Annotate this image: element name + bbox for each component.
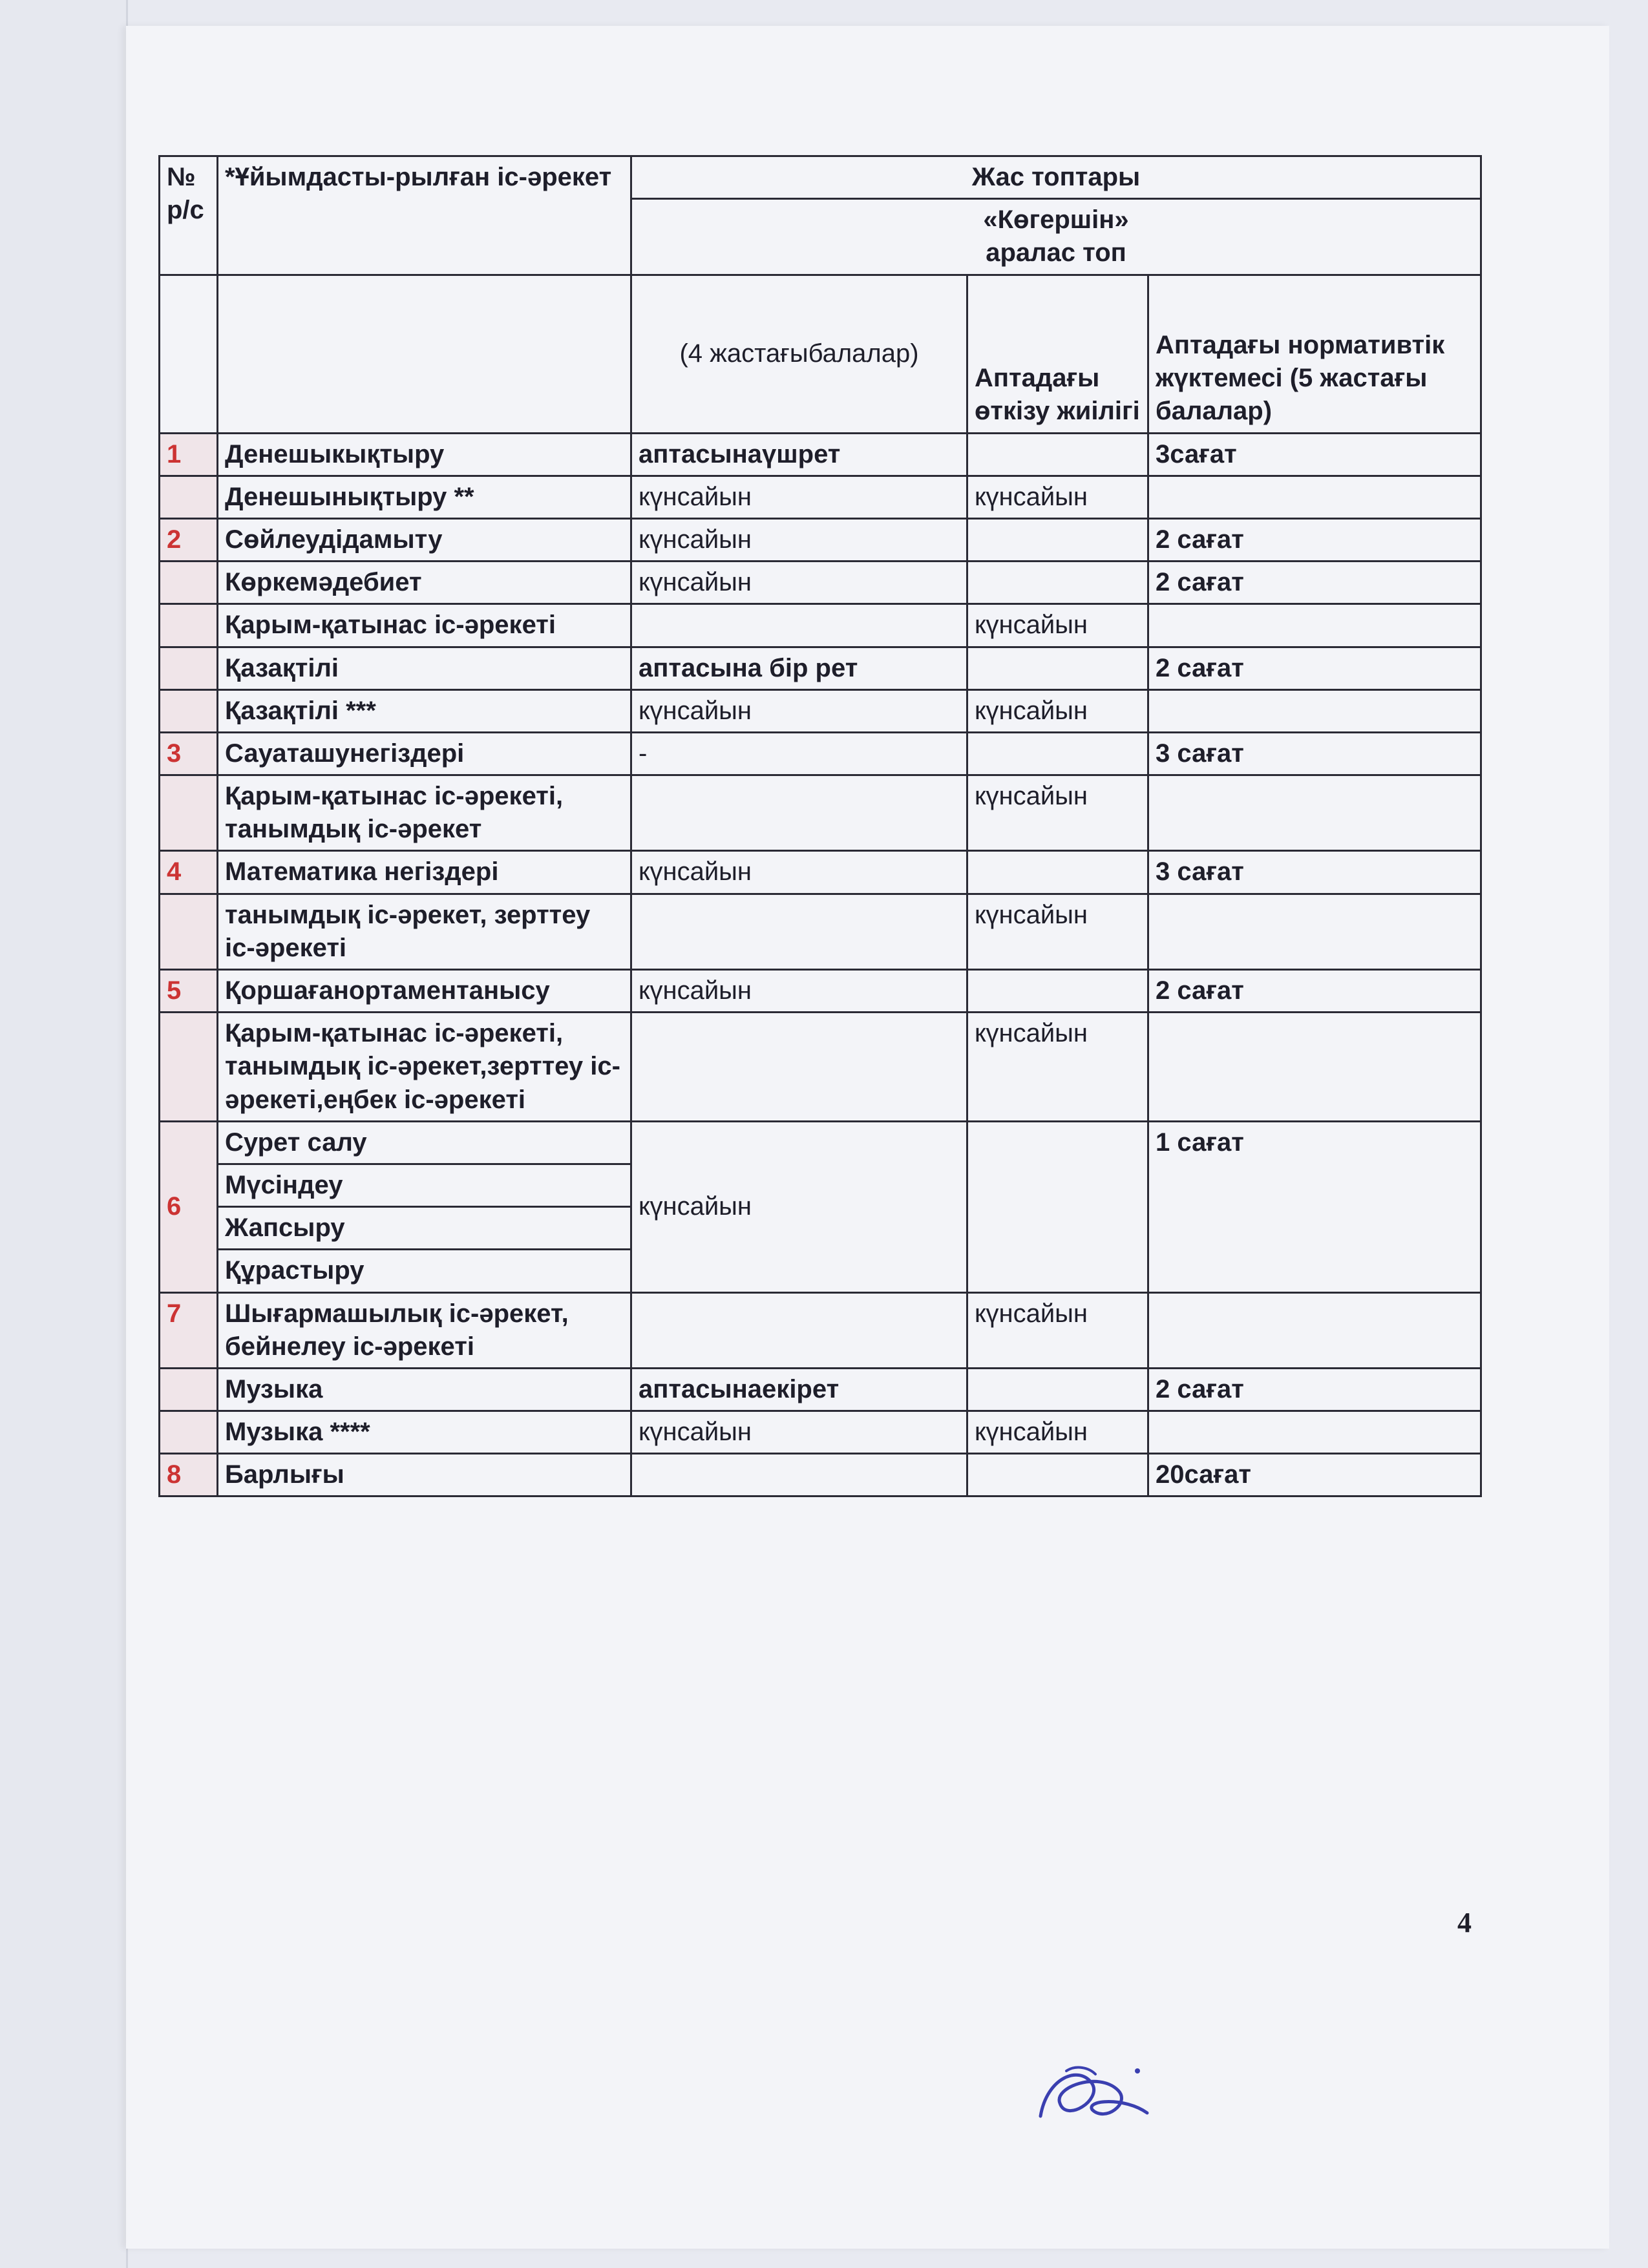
table-row <box>160 970 1481 1013</box>
row-norm <box>1148 604 1481 647</box>
row-freq: күнсайын <box>967 1013 1148 1122</box>
row-activity: Қарым-қатынас іс-әрекеті <box>218 604 631 647</box>
row-norm: 2 сағат <box>1148 562 1481 604</box>
row-num <box>160 476 218 518</box>
table-row <box>160 851 1481 894</box>
header-blank-num <box>160 275 218 433</box>
row-num: 2 <box>160 518 218 561</box>
header-activity: *Ұйымдасты-рылған іс-әрекет <box>218 156 631 275</box>
row-norm <box>1148 1411 1481 1454</box>
row-num: 8 <box>160 1454 218 1496</box>
row-freq <box>967 433 1148 476</box>
row-freq: күнсайын <box>967 775 1148 851</box>
header-group-name: «Көгершін» <box>983 205 1129 235</box>
table-row <box>160 476 1481 518</box>
signature-icon <box>1028 2052 1157 2142</box>
row-activity: Шығармашылық іс-әрекет, бейнелеу іс-әрекеті <box>218 1292 631 1368</box>
row-activity: Барлығы <box>218 1454 631 1496</box>
row-activity: Көркемәдебиет <box>218 562 631 604</box>
row-4yr: күнсайын <box>631 689 967 732</box>
row-norm: 3сағат <box>1148 433 1481 476</box>
row-freq: күнсайын <box>967 1411 1148 1454</box>
row-4yr: күнсайын <box>631 562 967 604</box>
row-num <box>160 775 218 851</box>
row-4yr <box>631 1292 967 1368</box>
row-norm: 20сағат <box>1148 1454 1481 1496</box>
row-num: 1 <box>160 433 218 476</box>
table-row <box>160 1013 1481 1122</box>
table-row <box>160 894 1481 969</box>
left-page-edge <box>0 0 128 2268</box>
row-freq <box>967 1121 1148 1292</box>
row-freq <box>967 970 1148 1013</box>
table-row <box>160 1454 1481 1496</box>
header-row-1 <box>160 156 1481 199</box>
row-norm: 2 сағат <box>1148 1368 1481 1411</box>
page-number: 4 <box>1457 1907 1472 1938</box>
row-activity: Мүсіндеу <box>218 1164 631 1206</box>
row-freq: күнсайын <box>967 689 1148 732</box>
row-num <box>160 562 218 604</box>
row-4yr: аптасына бір рет <box>631 647 967 689</box>
table-row <box>160 689 1481 732</box>
table-row <box>160 518 1481 561</box>
row-4yr <box>631 604 967 647</box>
row-activity: Құрастыру <box>218 1250 631 1292</box>
row-num <box>160 647 218 689</box>
row-norm <box>1148 775 1481 851</box>
row-norm: 2 сағат <box>1148 647 1481 689</box>
row-norm: 2 сағат <box>1148 970 1481 1013</box>
row-num <box>160 894 218 969</box>
row-num: 4 <box>160 851 218 894</box>
row-norm: 3 сағат <box>1148 851 1481 894</box>
row-activity: Қоршағанортаментанысу <box>218 970 631 1013</box>
row-freq: күнсайын <box>967 604 1148 647</box>
row-activity: Қазақтілі *** <box>218 689 631 732</box>
row-norm <box>1148 476 1481 518</box>
row-4yr <box>631 775 967 851</box>
row-freq: күнсайын <box>967 1292 1148 1368</box>
row-freq <box>967 1454 1148 1496</box>
row-activity: Музыка <box>218 1368 631 1411</box>
row-freq <box>967 1368 1148 1411</box>
header-blank-activity <box>218 275 631 433</box>
row-freq <box>967 851 1148 894</box>
header-col-freq: Аптадағы өткізу жиілігі <box>967 275 1148 433</box>
row-activity: танымдық іс-әрекет, зерттеу іс-әрекеті <box>218 894 631 969</box>
header-col-4yr: (4 жастағыбалалар) <box>631 275 967 433</box>
row-4yr: күнсайын <box>631 476 967 518</box>
row-activity: Қарым-қатынас іс-әрекеті, танымдық іс-әрекет,зерттеу іс-әрекеті,еңбек іс-әрекеті <box>218 1013 631 1122</box>
row-norm <box>1148 894 1481 969</box>
row-activity: Қарым-қатынас іс-әрекеті, танымдық іс-әрекет <box>218 775 631 851</box>
table-row <box>160 604 1481 647</box>
row-num: 5 <box>160 970 218 1013</box>
row-4yr: күнсайын <box>631 518 967 561</box>
row-activity: Сурет салу <box>218 1121 631 1164</box>
table-row <box>160 1121 1481 1164</box>
row-activity: Денешынықтыру ** <box>218 476 631 518</box>
row-num: 6 <box>160 1121 218 1292</box>
row-norm: 2 сағат <box>1148 518 1481 561</box>
row-num: 7 <box>160 1292 218 1368</box>
row-num: 3 <box>160 732 218 775</box>
table-row <box>160 562 1481 604</box>
row-4yr <box>631 894 967 969</box>
row-freq <box>967 732 1148 775</box>
row-activity: Сауаташунегіздері <box>218 732 631 775</box>
header-group-type: аралас топ <box>986 238 1126 268</box>
row-num <box>160 1013 218 1122</box>
row-4yr: күнсайын <box>631 1121 967 1292</box>
row-norm: 1 сағат <box>1148 1121 1481 1292</box>
row-freq: күнсайын <box>967 894 1148 969</box>
row-activity: Қазақтілі <box>218 647 631 689</box>
row-num <box>160 1368 218 1411</box>
row-4yr: - <box>631 732 967 775</box>
row-activity: Денешыкықтыру <box>218 433 631 476</box>
table-row <box>160 775 1481 851</box>
row-activity: Музыка **** <box>218 1411 631 1454</box>
row-4yr: аптасынаүшрет <box>631 433 967 476</box>
row-freq <box>967 647 1148 689</box>
row-freq <box>967 562 1148 604</box>
table-row <box>160 732 1481 775</box>
row-norm <box>1148 1013 1481 1122</box>
row-4yr <box>631 1013 967 1122</box>
row-num <box>160 689 218 732</box>
row-activity: Сөйлеудідамыту <box>218 518 631 561</box>
row-4yr: күнсайын <box>631 1411 967 1454</box>
header-col-norm: Аптадағы нормативтік жүктемесі (5 жастағы балалар) <box>1148 275 1481 433</box>
row-num <box>160 604 218 647</box>
row-freq: күнсайын <box>967 476 1148 518</box>
row-activity: Математика негіздері <box>218 851 631 894</box>
schedule-table <box>158 155 1482 1497</box>
header-age-groups: Жас топтары <box>631 156 1481 199</box>
row-norm <box>1148 1292 1481 1368</box>
row-4yr: күнсайын <box>631 851 967 894</box>
row-norm: 3 сағат <box>1148 732 1481 775</box>
row-activity: Жапсыру <box>218 1207 631 1250</box>
row-4yr: күнсайын <box>631 970 967 1013</box>
row-num <box>160 1411 218 1454</box>
header-num: № р/с <box>160 156 218 275</box>
row-freq <box>967 518 1148 561</box>
table-row <box>160 433 1481 476</box>
row-4yr: аптасынаекірет <box>631 1368 967 1411</box>
table-row <box>160 1368 1481 1411</box>
row-4yr <box>631 1454 967 1496</box>
table-row <box>160 1292 1481 1368</box>
table-row <box>160 647 1481 689</box>
header-group <box>631 199 1481 275</box>
row-norm <box>1148 689 1481 732</box>
table-row <box>160 1411 1481 1454</box>
header-row-3 <box>160 275 1481 433</box>
